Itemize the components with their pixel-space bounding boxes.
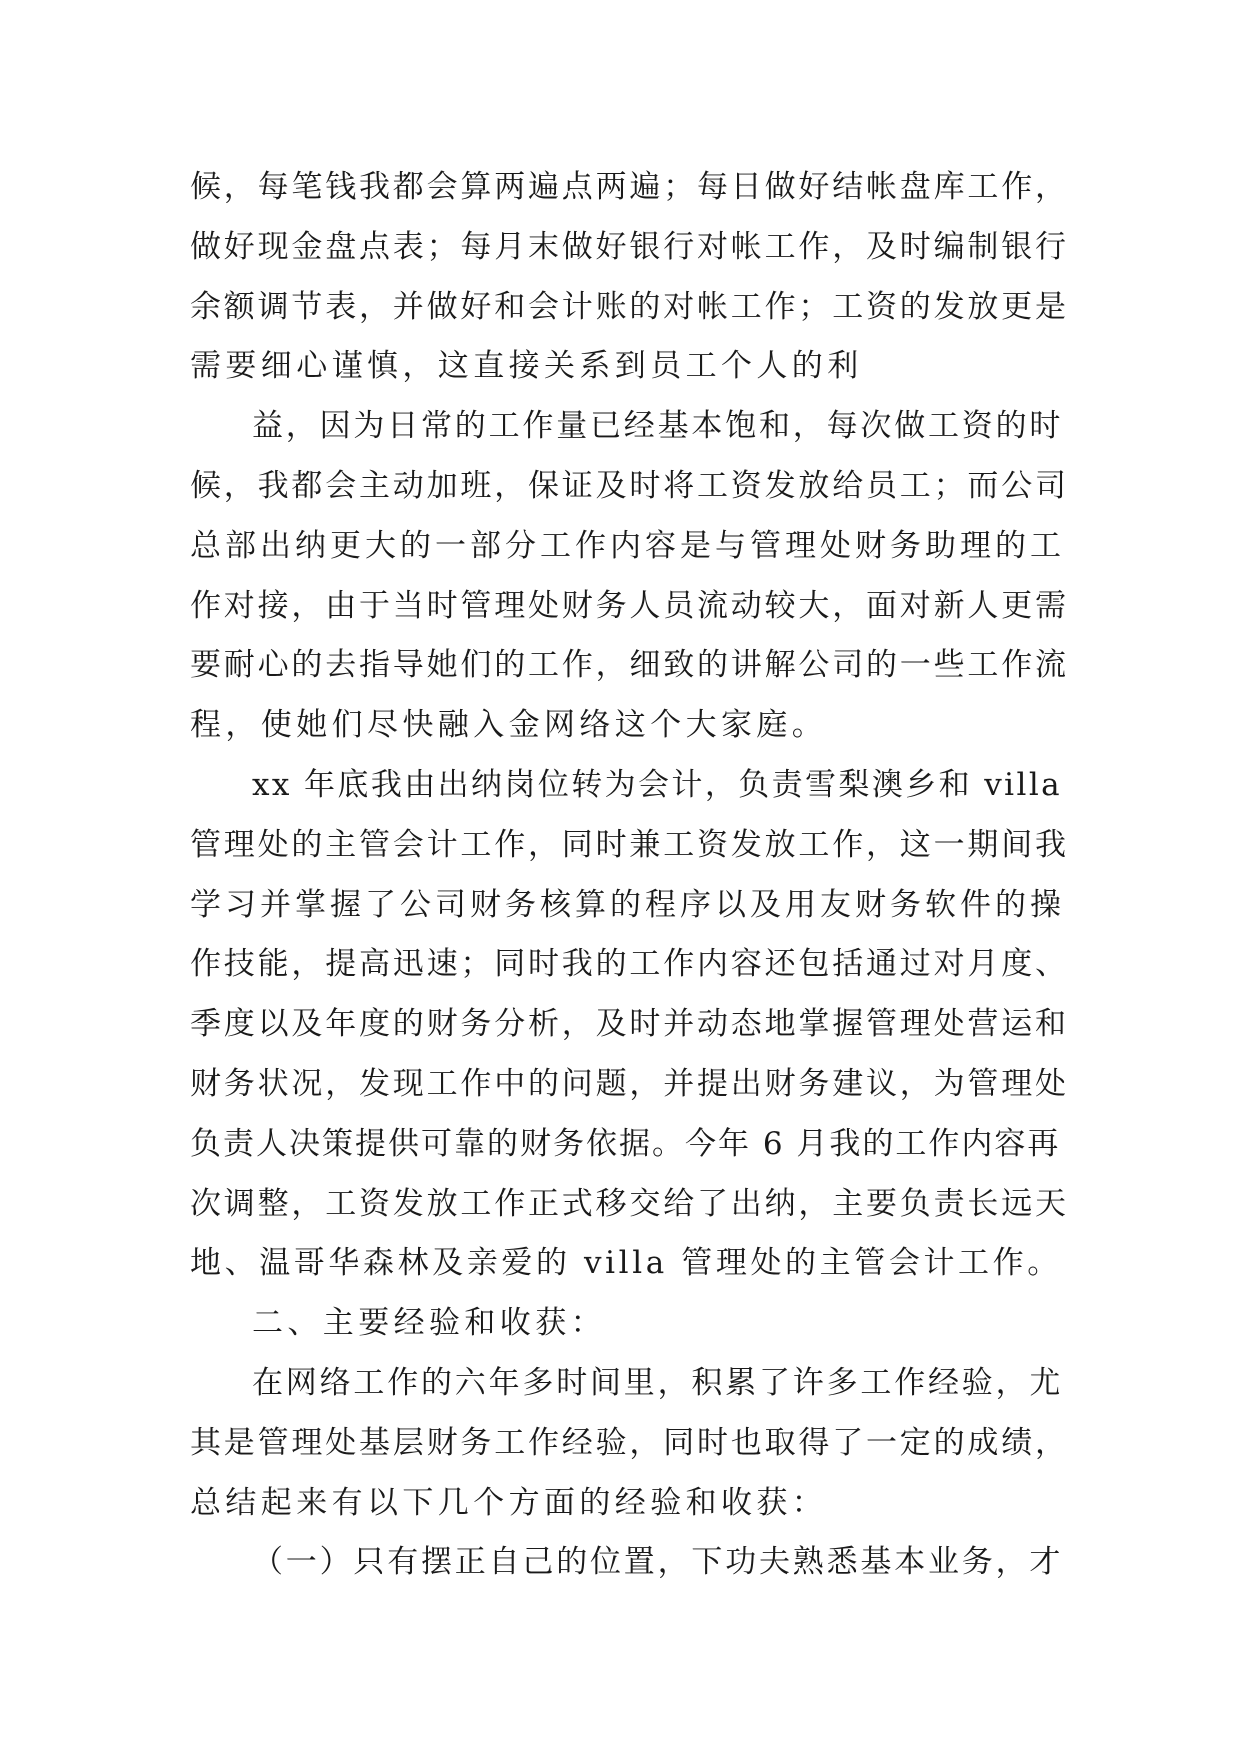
text-line: 在网络工作的六年多时间里，积累了许多工作经验，尤 — [252, 1364, 1064, 1401]
text-line: 总结起来有以下几个方面的经验和收获： — [190, 1484, 828, 1521]
text-line: 财务状况，发现工作中的问题，并提出财务建议，为管理处 — [190, 1065, 1069, 1102]
text-line: 次调整，工资发放工作正式移交给了出纳，主要负责长远天 — [190, 1185, 1069, 1222]
text-line: 益，因为日常的工作量已经基本饱和，每次做工资的时 — [252, 408, 1064, 445]
text-line: 候，我都会主动加班，保证及时将工资发放给员工；而公司 — [190, 467, 1069, 504]
text-line: 总部出纳更大的一部分工作内容是与管理处财务助理的工 — [190, 527, 1065, 564]
text-line: 管理处的主管会计工作，同时兼工资发放工作，这一期间我 — [190, 826, 1069, 863]
text-line: 作技能，提高迅速；同时我的工作内容还包括通过对月度、 — [190, 946, 1069, 983]
text-line: 二、主要经验和收获： — [252, 1305, 606, 1342]
text-line: 要耐心的去指导她们的工作，细致的讲解公司的一些工作流 — [190, 647, 1069, 684]
text-line: 地、温哥华森林及亲爱的 villa 管理处的主管会计工作。 — [190, 1245, 1062, 1282]
text-line: 做好现金盘点表；每月末做好银行对帐工作，及时编制银行 — [190, 228, 1069, 265]
text-line: 需要细心谨慎，这直接关系到员工个人的利 — [190, 348, 863, 385]
body-text — [190, 158, 1070, 1593]
text-line: （一）只有摆正自己的位置，下功夫熟悉基本业务，才 — [252, 1544, 1064, 1581]
text-line: 候，每笔钱我都会算两遍点两遍；每日做好结帐盘库工作， — [190, 169, 1069, 205]
text-line: 季度以及年度的财务分析，及时并动态地掌握管理处营运和 — [190, 1006, 1069, 1043]
text-line: 程，使她们尽快融入金网络这个大家庭。 — [190, 707, 828, 744]
text-line: xx 年底我由出纳岗位转为会计，负责雪梨澳乡和 villa — [252, 766, 1063, 803]
text-line: 作对接，由于当时管理处财务人员流动较大，面对新人更需 — [190, 587, 1069, 624]
text-line: 余额调节表，并做好和会计账的对帐工作；工资的发放更是 — [190, 288, 1069, 325]
text-line: 负责人决策提供可靠的财务依据。今年 6 月我的工作内容再 — [190, 1125, 1061, 1162]
text-line: 其是管理处基层财务工作经验，同时也取得了一定的成绩， — [190, 1424, 1069, 1461]
text-line: 学习并掌握了公司财务核算的程序以及用友财务软件的操 — [190, 886, 1065, 923]
